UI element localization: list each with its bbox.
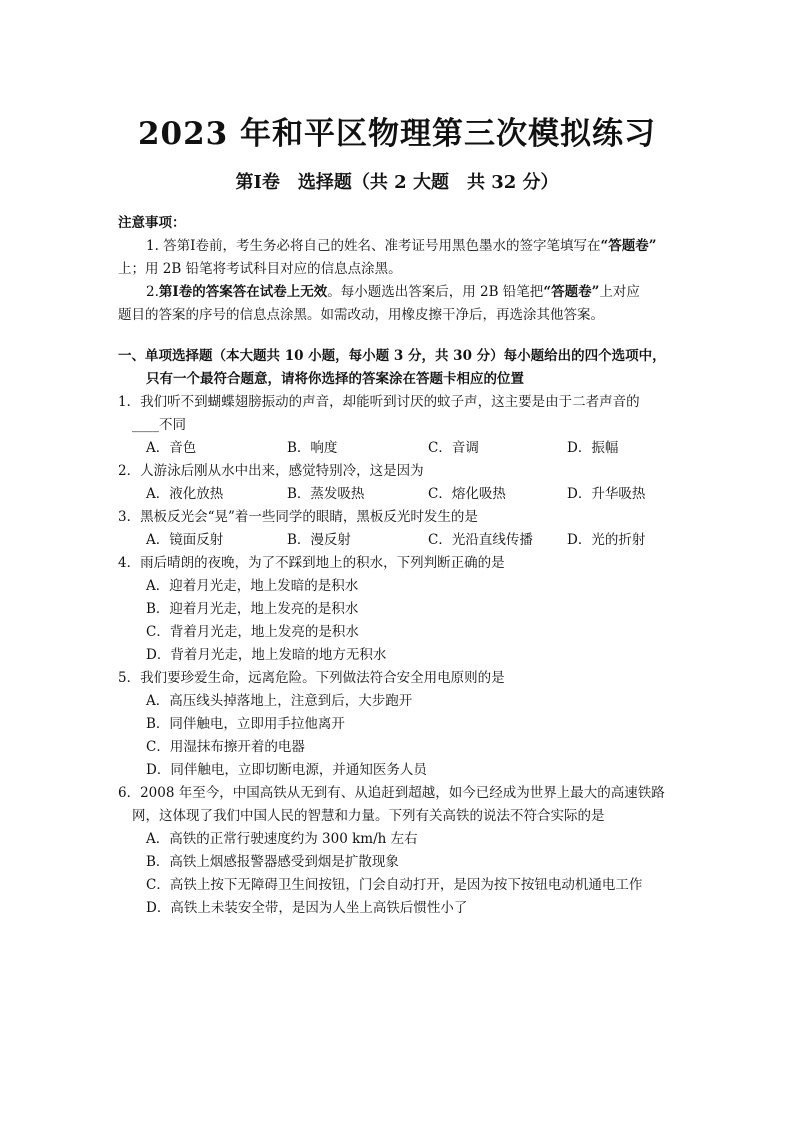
question-5-option-d: D．同伴触电，立即切断电源，并通知医务人员	[146, 762, 427, 778]
question-2-options	[118, 483, 686, 506]
question-4-option-c: C．背着月光走，地上发亮的是积水	[146, 624, 359, 640]
option-c: C．光沿直线传播	[428, 532, 533, 548]
option-b: B．蒸发吸热	[287, 486, 365, 502]
question-1-options	[118, 437, 686, 460]
question-6-stem-line-1: 6．2008 年至今，中国高铁从无到有、从追赶到超越，如今已经成为世界上最大的高速铁路	[118, 785, 665, 801]
section-1-heading-line-1: 一、单项选择题（本大题共 10 小题，每小题 3 分，共 30 分）每小题给出的四个选项中，	[118, 348, 666, 364]
option-c: C．熔化吸热	[428, 486, 506, 502]
section-subtitle: 第Ⅰ卷 选择题（共 2 大题 共 32 分）	[235, 172, 559, 193]
question-3-stem: 3．黑板反光会“晃”着一些同学的眼睛，黑板反光时发生的是	[118, 509, 478, 525]
question-6-option-d: D．高铁上未装安全带，是因为人坐上高铁后惯性小了	[146, 900, 468, 916]
question-6-option-b: B．高铁上烟感报警器感受到烟是扩散现象	[146, 854, 399, 870]
notice-heading: 注意事项：	[118, 215, 186, 231]
option-a: A．镜面反射	[146, 532, 224, 548]
option-a: A．液化放热	[146, 486, 224, 502]
question-3-options	[118, 529, 686, 552]
question-5-option-b: B．同伴触电，立即用手拉他离开	[146, 716, 345, 732]
notice-item-2-suffix: 上对应	[599, 284, 640, 300]
question-4-option-b: B．迎着月光走，地上发亮的是积水	[146, 601, 359, 617]
question-1-stem-line-1: 1．我们听不到蝴蝶翅膀振动的声音，却能听到讨厌的蚊子声，这主要是由于二者声音的	[118, 394, 640, 410]
question-6-stem-line-2: 网，这体现了我们中国人民的智慧和力量。下列有关高铁的说法不符合实际的是	[132, 808, 605, 824]
notice-item-2-bold-2: “答题卷”	[543, 284, 600, 300]
section-1-heading-line-2: 只有一个最符合题意，请将你选择的答案涂在答题卡相应的位置	[146, 371, 524, 387]
notice-item-2-bold: 第Ⅰ卷的答案答在试卷上无效	[158, 284, 328, 300]
notice-item-1-bold: “答题卷”	[600, 238, 657, 254]
question-4-option-d: D．背着月光走，地上发暗的地方无积水	[146, 647, 387, 663]
question-6-option-a: A．高铁的正常行驶速度约为 300 km/h 左右	[146, 831, 418, 847]
notice-item-2-mid: 。每小题选出答案后，用 2B 铅笔把	[327, 284, 544, 300]
question-2-stem: 2．人游泳后刚从水中出来，感觉特别冷，这是因为	[118, 463, 424, 479]
notice-item-1-text: 1. 答第Ⅰ卷前，考生务必将自己的姓名、准考证号用黑色墨水的签字笔填写在	[146, 238, 601, 254]
question-4-option-a: A．迎着月光走，地上发暗的是积水	[146, 578, 359, 594]
notice-item-1-line-1	[118, 235, 686, 258]
notice-item-2-line-2: 题目的答案的序号的信息点涂黑。如需改动，用橡皮擦干净后，再选涂其他答案。	[118, 307, 604, 323]
notice-item-2-line-1	[118, 281, 686, 304]
exam-content	[118, 212, 686, 920]
notice-item-1-line-2: 上；用 2B 铅笔将考试科目对应的信息点涂黑。	[118, 261, 402, 277]
question-5-option-a: A．高压线头掉落地上，注意到后，大步跑开	[146, 693, 413, 709]
page-title: 2023 年和平区物理第三次模拟练习	[137, 116, 657, 152]
option-a: A．音色	[146, 440, 197, 456]
notice-item-2-prefix: 2.	[146, 284, 159, 300]
option-d: D．升华吸热	[567, 486, 646, 502]
question-1-stem-line-2: ____不同	[132, 417, 186, 433]
question-5-option-c: C．用湿抹布擦开着的电器	[146, 739, 305, 755]
question-6-option-c: C．高铁上按下无障碍卫生间按钮，门会自动打开，是因为按下按钮电动机通电工作	[146, 877, 643, 893]
option-d: D．光的折射	[567, 532, 646, 548]
spacer	[118, 327, 686, 345]
option-b: B．响度	[287, 440, 338, 456]
option-d: D．振幅	[567, 440, 619, 456]
question-4-stem: 4．雨后晴朗的夜晚，为了不踩到地上的积水，下列判断正确的是	[118, 555, 505, 571]
option-b: B．漫反射	[287, 532, 351, 548]
question-5-stem: 5．我们要珍爱生命，远离危险。下列做法符合安全用电原则的是	[118, 670, 505, 686]
option-c: C．音调	[428, 440, 479, 456]
